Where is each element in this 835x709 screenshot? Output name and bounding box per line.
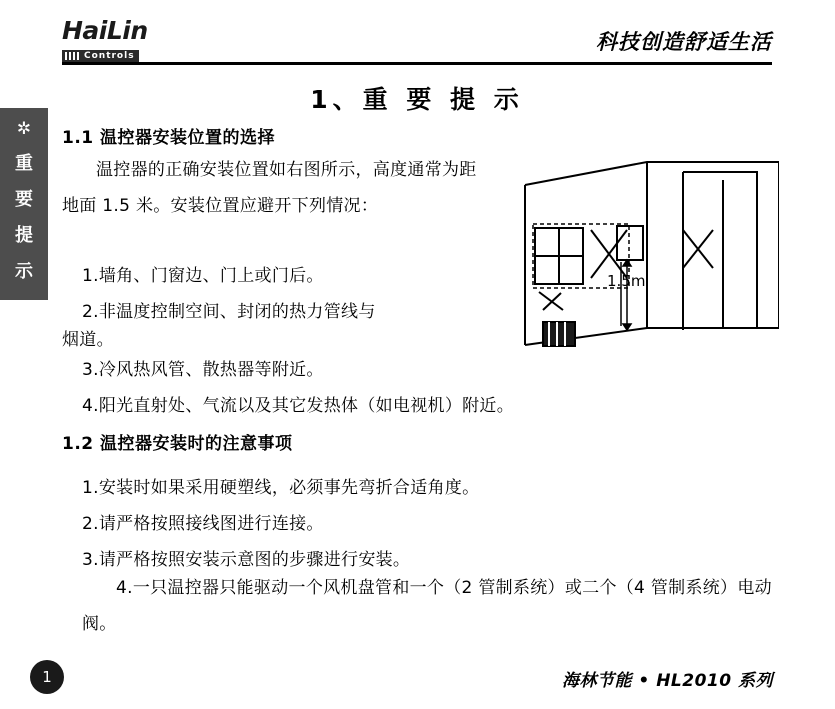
page-header (62, 18, 772, 62)
gear-icon: ✲ (16, 119, 32, 139)
brand-logo-text: HaiLin (62, 16, 148, 45)
section-1-1-item-2-cont: 烟道。 (62, 330, 114, 350)
side-tab-char-2: 要 (15, 189, 33, 210)
side-tab-char-1: 重 (15, 153, 33, 174)
section-1-2-item-2: 2.请严格按照接线图进行连接。 (82, 514, 324, 534)
section-heading-1-2: 1.2 温控器安装时的注意事项 (62, 434, 293, 454)
dimension-label: 1.5m (607, 272, 646, 290)
section-heading-1-1: 1.1 温控器安装位置的选择 (62, 128, 276, 148)
page-number-badge: 1 (30, 660, 64, 694)
section-1-2-item-1: 1.安装时如果采用硬塑线，必须事先弯折合适角度。 (82, 478, 480, 498)
footer-text: 海林节能 • HL2010 系列 (562, 671, 773, 691)
side-tab-char-3: 提 (15, 225, 33, 246)
header-slogan: 科技创造舒适生活 (596, 30, 772, 54)
section-1-1-item-4: 4.阳光直射处、气流以及其它发热体（如电视机）附近。 (82, 396, 515, 416)
section-1-1-item-2: 2.非温度控制空间、封闭的热力管线与 (82, 302, 376, 322)
side-tab-char-4: 示 (15, 261, 33, 282)
section-1-2-item-3: 3.请严格按照安装示意图的步骤进行安装。 (82, 550, 411, 570)
section-1-2-item-4: 4.一只温控器只能驱动一个风机盘管和一个（2 管制系统）或二个（4 管制系统）电动阀。 (82, 578, 772, 634)
header-divider (62, 62, 772, 65)
room-installation-diagram (487, 150, 779, 380)
section-1-1-paragraph-intro: 温控器的正确安装位置如右图所示，高度通常为距地面 1.5 米。安装位置应避开下列情况： (62, 160, 477, 216)
room-diagram-svg (487, 150, 779, 380)
brand-logo-subtext: Controls (62, 50, 139, 62)
section-1-1-item-3: 3.冷风热风管、散热器等附近。 (82, 360, 324, 380)
page-title: 1、重 要 提 示 (310, 85, 524, 114)
brand-logo (62, 16, 212, 61)
side-tab-important-notice (0, 108, 48, 300)
section-1-1-item-1: 1.墙角、门窗边、门上或门后。 (82, 266, 324, 286)
